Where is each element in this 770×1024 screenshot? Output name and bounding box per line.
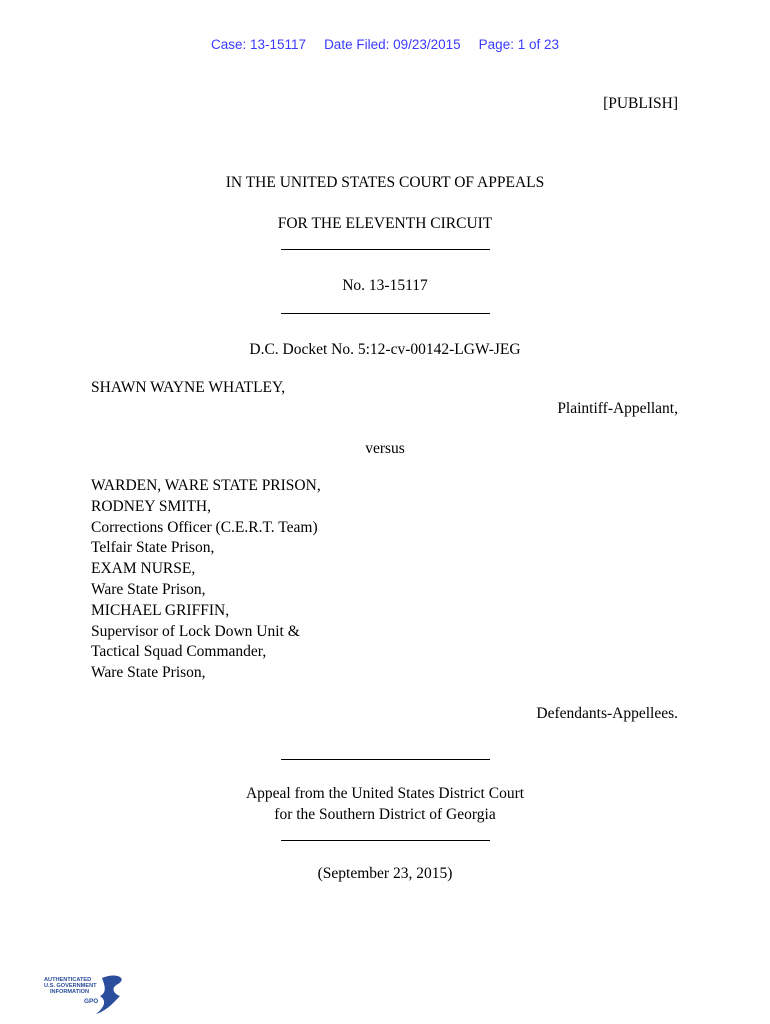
decision-date: (September 23, 2015): [317, 865, 453, 882]
case-header: [0, 37, 770, 52]
seal-text: GPO: [84, 998, 99, 1005]
defendant-line: Supervisor of Lock Down Unit &: [91, 622, 300, 640]
defendant-line: Corrections Officer (C.E.R.T. Team): [91, 518, 318, 536]
seal-text: U.S. GOVERNMENT: [44, 983, 97, 989]
gpo-authenticated-seal-icon: [44, 972, 128, 1016]
defendants-role: Defendants-Appellees.: [536, 705, 678, 722]
appeal-district: for the Southern District of Georgia: [274, 806, 496, 823]
defendants-list: [91, 476, 321, 684]
defendant-line: MICHAEL GRIFFIN,: [91, 601, 230, 619]
defendant-line: Telfair State Prison,: [91, 539, 215, 557]
case-number: No. 13-15117: [342, 277, 428, 294]
seal-text: INFORMATION: [50, 989, 90, 995]
appeal-origin: Appeal from the United States District Court: [245, 785, 525, 802]
eagle-icon: [96, 976, 122, 1014]
plaintiff-role: Plaintiff-Appellant,: [557, 400, 678, 417]
docket-number: D.C. Docket No. 5:12-cv-00142-LGW-JEG: [249, 341, 521, 358]
defendant-line: Ware State Prison,: [91, 664, 206, 682]
defendant-line: RODNEY SMITH,: [91, 497, 211, 515]
defendant-line: WARDEN, WARE STATE PRISON,: [91, 477, 321, 494]
versus: versus: [365, 440, 405, 457]
divider: [281, 840, 490, 841]
defendant-line: Ware State Prison,: [91, 580, 206, 598]
divider: [281, 313, 490, 314]
page-count-header: Page: 1 of 23: [478, 37, 559, 52]
publish-tag: [PUBLISH]: [603, 95, 678, 112]
defendant-line: Tactical Squad Commander,: [91, 643, 267, 661]
date-filed-header: Date Filed: 09/23/2015: [324, 37, 461, 52]
court-title: IN THE UNITED STATES COURT OF APPEALS: [225, 174, 545, 191]
defendant-line: EXAM NURSE,: [91, 560, 196, 578]
case-number-header: Case: 13-15117: [210, 37, 307, 52]
circuit-title: FOR THE ELEVENTH CIRCUIT: [277, 215, 493, 232]
divider: [281, 249, 490, 250]
seal-text: AUTHENTICATED: [44, 977, 92, 983]
divider: [281, 759, 490, 760]
plaintiff-name: SHAWN WAYNE WHATLEY,: [91, 379, 286, 396]
